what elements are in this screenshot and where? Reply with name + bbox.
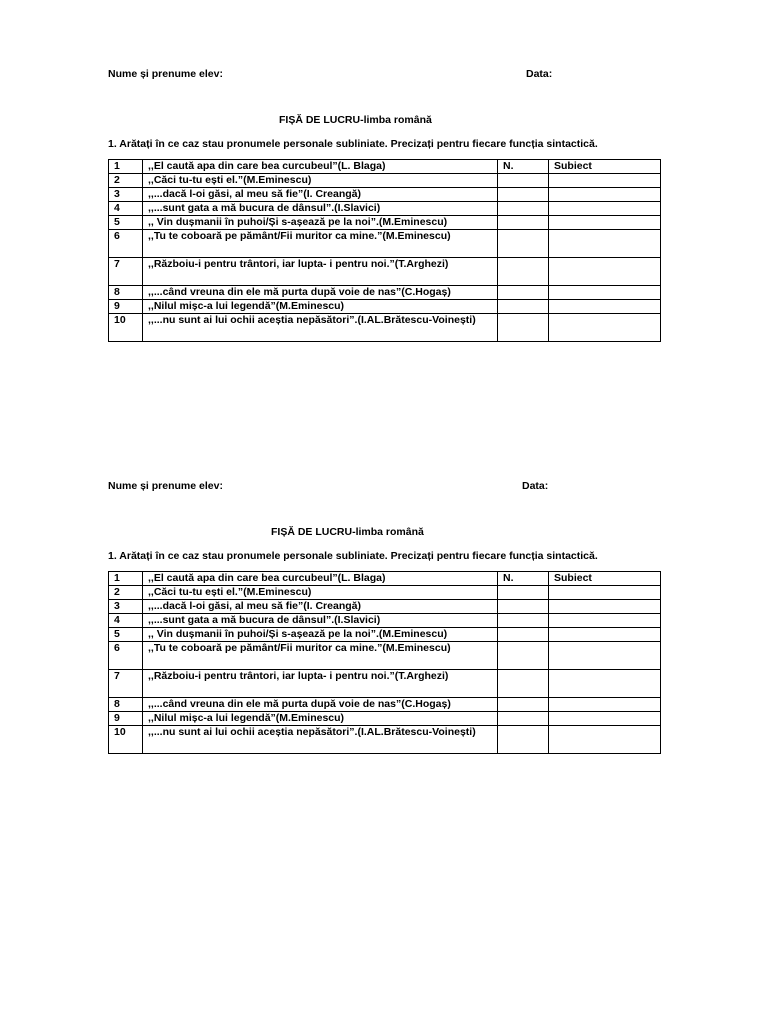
function-cell[interactable] <box>549 258 661 286</box>
case-cell[interactable] <box>498 642 549 670</box>
table-row <box>109 174 661 188</box>
case-cell[interactable] <box>498 188 549 202</box>
row-number: 4 <box>109 202 143 216</box>
sentence-cell: ,,...când vreuna din ele mă purta după voie de nas”(C.Hogaș) <box>143 698 498 712</box>
date-label: Data: <box>526 68 553 80</box>
sentence-cell: ,,El caută apa din care bea curcubeul”(L. Blaga) <box>143 572 498 586</box>
sentence-cell: ,,Căci tu-tu ești el.”(M.Eminescu) <box>143 174 498 188</box>
sentence-cell: ,,...nu sunt ai lui ochii aceștia nepăsători”.(I.AL.Brătescu-Voinești) <box>143 726 498 754</box>
sentence-cell: ,,Tu te coboară pe pământ/Fii muritor ca mine.”(M.Eminescu) <box>143 230 498 258</box>
function-cell[interactable] <box>549 698 661 712</box>
row-number: 5 <box>109 628 143 642</box>
table-row <box>109 600 661 614</box>
sentence-cell: ,,...nu sunt ai lui ochii aceștia nepăsători”.(I.AL.Brătescu-Voinești) <box>143 314 498 342</box>
row-number: 7 <box>109 258 143 286</box>
function-cell[interactable] <box>549 314 661 342</box>
table-row <box>109 642 661 670</box>
sentence-cell: ,,Căci tu-tu ești el.”(M.Eminescu) <box>143 586 498 600</box>
case-cell[interactable]: N. <box>498 572 549 586</box>
function-cell[interactable] <box>549 614 661 628</box>
row-number: 10 <box>109 314 143 342</box>
student-name-label: Nume și prenume elev: <box>108 480 223 492</box>
case-cell[interactable] <box>498 698 549 712</box>
sentence-cell: ,,...dacă l-oi găsi, al meu să fie”(I. Creangă) <box>143 600 498 614</box>
function-cell[interactable] <box>549 202 661 216</box>
function-cell[interactable] <box>549 642 661 670</box>
table-row <box>109 286 661 300</box>
function-cell[interactable] <box>549 174 661 188</box>
row-number: 4 <box>109 614 143 628</box>
row-number: 6 <box>109 230 143 258</box>
exercise-table <box>108 159 661 342</box>
row-number: 3 <box>109 600 143 614</box>
table-row <box>109 586 661 600</box>
sentence-cell: ,,...când vreuna din ele mă purta după voie de nas”(C.Hogaș) <box>143 286 498 300</box>
table-row <box>109 698 661 712</box>
row-number: 6 <box>109 642 143 670</box>
row-number: 8 <box>109 698 143 712</box>
function-cell[interactable]: Subiect <box>549 572 661 586</box>
sentence-cell: ,,...sunt gata a mă bucura de dânsul”.(I.Slavici) <box>143 202 498 216</box>
table-row <box>109 628 661 642</box>
worksheet-title: FIȘĂ DE LUCRU-limba română <box>279 114 432 126</box>
function-cell[interactable] <box>549 286 661 300</box>
case-cell[interactable] <box>498 670 549 698</box>
case-cell[interactable]: N. <box>498 160 549 174</box>
worksheet-title: FIȘĂ DE LUCRU-limba română <box>271 526 424 538</box>
row-number: 5 <box>109 216 143 230</box>
row-number: 2 <box>109 586 143 600</box>
function-cell[interactable] <box>549 586 661 600</box>
date-label: Data: <box>522 480 549 492</box>
case-cell[interactable] <box>498 314 549 342</box>
table-row <box>109 202 661 216</box>
row-number: 2 <box>109 174 143 188</box>
sentence-cell: ,,...sunt gata a mă bucura de dânsul”.(I.Slavici) <box>143 614 498 628</box>
case-cell[interactable] <box>498 726 549 754</box>
sentence-cell: ,,El caută apa din care bea curcubeul”(L. Blaga) <box>143 160 498 174</box>
row-number: 1 <box>109 572 143 586</box>
function-cell[interactable] <box>549 712 661 726</box>
row-number: 10 <box>109 726 143 754</box>
sentence-cell: ,,Tu te coboară pe pământ/Fii muritor ca mine.”(M.Eminescu) <box>143 642 498 670</box>
function-cell[interactable]: Subiect <box>549 160 661 174</box>
function-cell[interactable] <box>549 726 661 754</box>
worksheet-2 <box>108 479 660 738</box>
worksheet-header <box>108 479 660 493</box>
sentence-cell: ,,Războiu-i pentru trântori, iar lupta- i pentru noi.”(T.Arghezi) <box>143 670 498 698</box>
row-number: 3 <box>109 188 143 202</box>
function-cell[interactable] <box>549 230 661 258</box>
table-row <box>109 160 661 174</box>
row-number: 1 <box>109 160 143 174</box>
exercise-instruction: 1. Arătați în ce caz stau pronumele personale subliniate. Precizați pentru fiecare funcția sintactică. <box>108 138 598 150</box>
sentence-cell: ,,Nilul mișc-a lui legendă”(M.Eminescu) <box>143 712 498 726</box>
table-row <box>109 314 661 342</box>
table-row <box>109 230 661 258</box>
table-row <box>109 712 661 726</box>
table-row <box>109 258 661 286</box>
case-cell[interactable] <box>498 628 549 642</box>
row-number: 7 <box>109 670 143 698</box>
exercise-instruction: 1. Arătați în ce caz stau pronumele personale subliniate. Precizați pentru fiecare funcția sintactică. <box>108 550 598 562</box>
row-number: 9 <box>109 712 143 726</box>
function-cell[interactable] <box>549 670 661 698</box>
table-row <box>109 670 661 698</box>
case-cell[interactable] <box>498 202 549 216</box>
table-row <box>109 300 661 314</box>
sentence-cell: ,,Nilul mișc-a lui legendă”(M.Eminescu) <box>143 300 498 314</box>
case-cell[interactable] <box>498 258 549 286</box>
table-row <box>109 614 661 628</box>
sentence-cell: ,, Vin dușmanii în puhoi/Și s-așează pe la noi”.(M.Eminescu) <box>143 216 498 230</box>
case-cell[interactable] <box>498 712 549 726</box>
row-number: 9 <box>109 300 143 314</box>
table-row <box>109 216 661 230</box>
case-cell[interactable] <box>498 286 549 300</box>
worksheet-1 <box>108 67 660 326</box>
case-cell[interactable] <box>498 300 549 314</box>
sentence-cell: ,, Vin dușmanii în puhoi/Și s-așează pe la noi”.(M.Eminescu) <box>143 628 498 642</box>
case-cell[interactable] <box>498 586 549 600</box>
case-cell[interactable] <box>498 600 549 614</box>
row-number: 8 <box>109 286 143 300</box>
exercise-table <box>108 571 661 754</box>
sentence-cell: ,,Războiu-i pentru trântori, iar lupta- i pentru noi.”(T.Arghezi) <box>143 258 498 286</box>
student-name-label: Nume și prenume elev: <box>108 68 223 80</box>
case-cell[interactable] <box>498 230 549 258</box>
table-row <box>109 726 661 754</box>
function-cell[interactable] <box>549 216 661 230</box>
function-cell[interactable] <box>549 600 661 614</box>
case-cell[interactable] <box>498 174 549 188</box>
function-cell[interactable] <box>549 628 661 642</box>
case-cell[interactable] <box>498 614 549 628</box>
table-row <box>109 572 661 586</box>
function-cell[interactable] <box>549 300 661 314</box>
worksheet-header <box>108 67 660 81</box>
sentence-cell: ,,...dacă l-oi găsi, al meu să fie”(I. Creangă) <box>143 188 498 202</box>
function-cell[interactable] <box>549 188 661 202</box>
table-row <box>109 188 661 202</box>
case-cell[interactable] <box>498 216 549 230</box>
